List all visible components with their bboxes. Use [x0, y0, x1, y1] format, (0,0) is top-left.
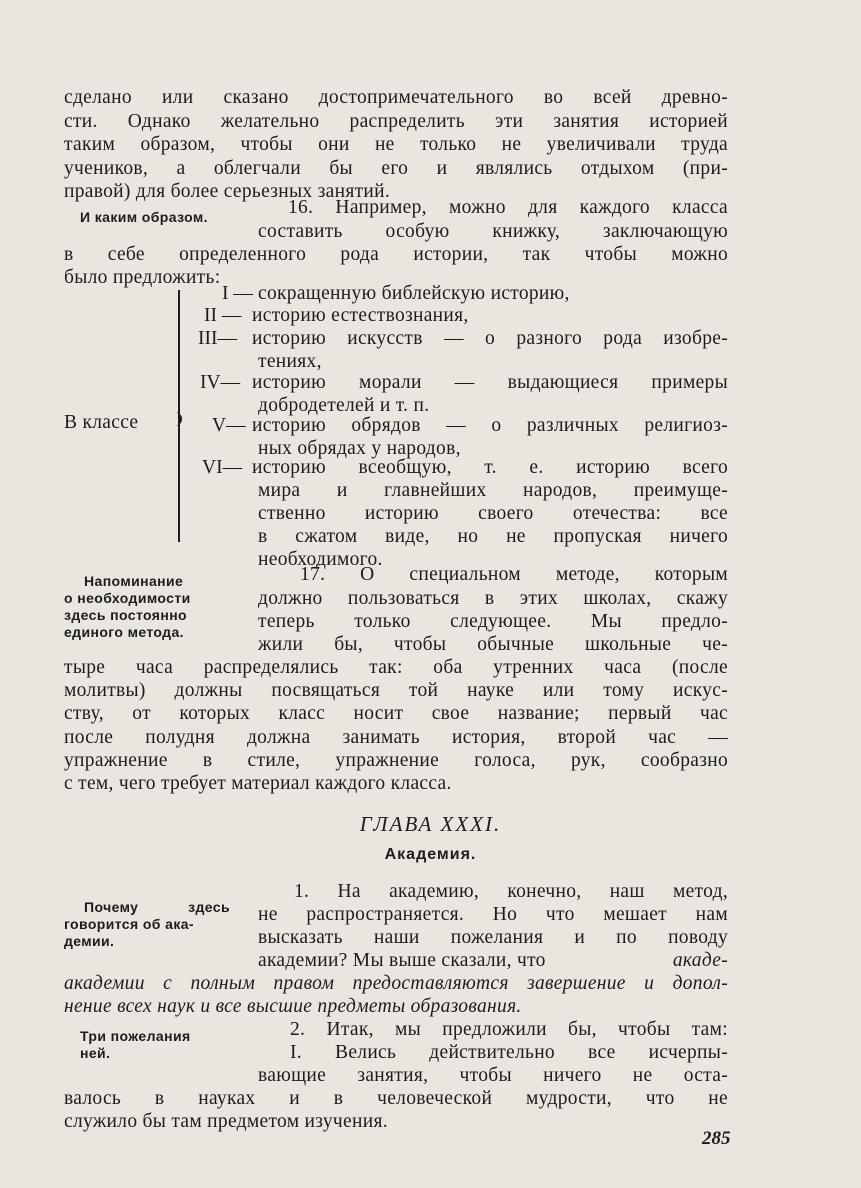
text-line: сти. Однако желательно распределить эти занятия историей	[64, 111, 728, 132]
text-line: теперь только следующее. Мы предло-	[258, 611, 728, 632]
text-line: 1. На академию, конечно, наш метод,	[294, 881, 728, 902]
text-line: I. Велись действительно все исчерпы-	[290, 1042, 728, 1063]
list-item: ственно историю своего отечества: все	[258, 503, 728, 524]
margin-note-line: Почему здесь	[84, 899, 230, 915]
text-line: валось в науках и в человеческой мудрости, что не	[64, 1088, 728, 1109]
margin-note: И каким образом.	[80, 209, 208, 225]
list-item: историю обрядов — о различных религиоз-	[252, 415, 728, 436]
list-number: V—	[212, 415, 246, 436]
text-line: после полудня должна занимать история, второй час —	[64, 727, 728, 748]
text-line: 16. Например, можно для каждого класса	[288, 197, 728, 218]
text-line: составить особую книжку, заключающую	[258, 221, 728, 242]
italic-span: акаде-	[672, 950, 728, 971]
text-line: тыре часа распределялись так: оба утренних часа (после	[64, 657, 728, 678]
list-item: сокращенную библейскую историю,	[258, 283, 570, 304]
list-number: III—	[198, 328, 237, 349]
text-line: 2. Итак, мы предложили бы, чтобы там:	[290, 1019, 728, 1040]
text-line: упражнение в стиле, упражнение голоса, рук, сообразно	[64, 750, 728, 771]
text-line: не распространяется. Но что мешает нам	[258, 904, 728, 925]
margin-note-line: Три пожелания	[80, 1028, 191, 1044]
list-item: в сжатом виде, но не пропуская ничего	[258, 526, 728, 547]
text-line: сделано или сказано достопримечательного во всей древно-	[64, 87, 728, 108]
chapter-subtitle: Академия.	[384, 846, 477, 863]
list-item: историю всеобщую, т. е. историю всего	[252, 457, 728, 478]
margin-note-line: Напоминание	[84, 573, 184, 589]
list-item: тениях,	[258, 351, 322, 372]
list-number: II —	[204, 305, 242, 326]
margin-note-line: о необходимости	[64, 590, 191, 606]
list-item: мира и главнейших народов, преимуще-	[258, 480, 728, 501]
text-line: с тем, чего требует материал каждого класса.	[64, 773, 452, 794]
list-item: историю искусств — о разного рода изобре-	[252, 328, 728, 349]
list-item: ных обрядах у народов,	[258, 438, 461, 459]
margin-note-line: демии.	[64, 933, 115, 949]
text-line: служило бы там предметом изучения.	[64, 1111, 388, 1132]
text-line: правой) для более серьезных занятий.	[64, 181, 391, 202]
list-item: необходимого.	[258, 549, 383, 570]
text-span: академии? Мы выше сказали, что	[258, 950, 546, 971]
text-line: учеников, а облегчали бы его и являлись отдыхом (при-	[64, 158, 728, 179]
list-item: историю морали — выдающиеся примеры	[252, 372, 728, 393]
list-item: историю естествознания,	[252, 305, 469, 326]
page-number: 285	[702, 1128, 731, 1149]
margin-note-line: ней.	[80, 1045, 111, 1061]
margin-note-line: говорится об ака-	[64, 916, 194, 932]
text-line: в себе определенного рода истории, так чтобы можно	[64, 244, 728, 265]
text-line: вающие занятия, чтобы ничего не оста-	[258, 1065, 728, 1086]
list-number: VI—	[202, 457, 243, 478]
brace-label: В классе	[64, 412, 139, 433]
text-line: таким образом, чтобы они не только не увеличивали труда	[64, 134, 728, 155]
text-line: было предложить:	[64, 267, 221, 288]
list-number: I —	[222, 283, 253, 304]
text-line	[258, 949, 728, 973]
margin-note-line: здесь постоянно	[64, 607, 188, 623]
text-line: 17. О специальном методе, которым	[300, 564, 728, 585]
chapter-title: ГЛАВА XXXI.	[359, 812, 502, 836]
list-item: добродетелей и т. п.	[258, 395, 430, 416]
text-line: молитвы) должны посвящаться той науке или тому искус-	[64, 680, 728, 701]
text-line: жили бы, чтобы обычные школьные че-	[258, 634, 728, 655]
text-line: должно пользоваться в этих школах, скажу	[258, 588, 728, 609]
italic-text-line: нение всех наук и все высшие предметы образования.	[64, 996, 522, 1017]
text-line: высказать наши пожелания и по поводу	[258, 927, 728, 948]
margin-note-line: единого метода.	[64, 624, 184, 640]
italic-text-line: академии с полным правом предоставляются завершение и допол-	[64, 973, 728, 994]
list-number: IV—	[200, 372, 241, 393]
text-line: ству, от которых класс носит свое название; первый час	[64, 703, 728, 724]
